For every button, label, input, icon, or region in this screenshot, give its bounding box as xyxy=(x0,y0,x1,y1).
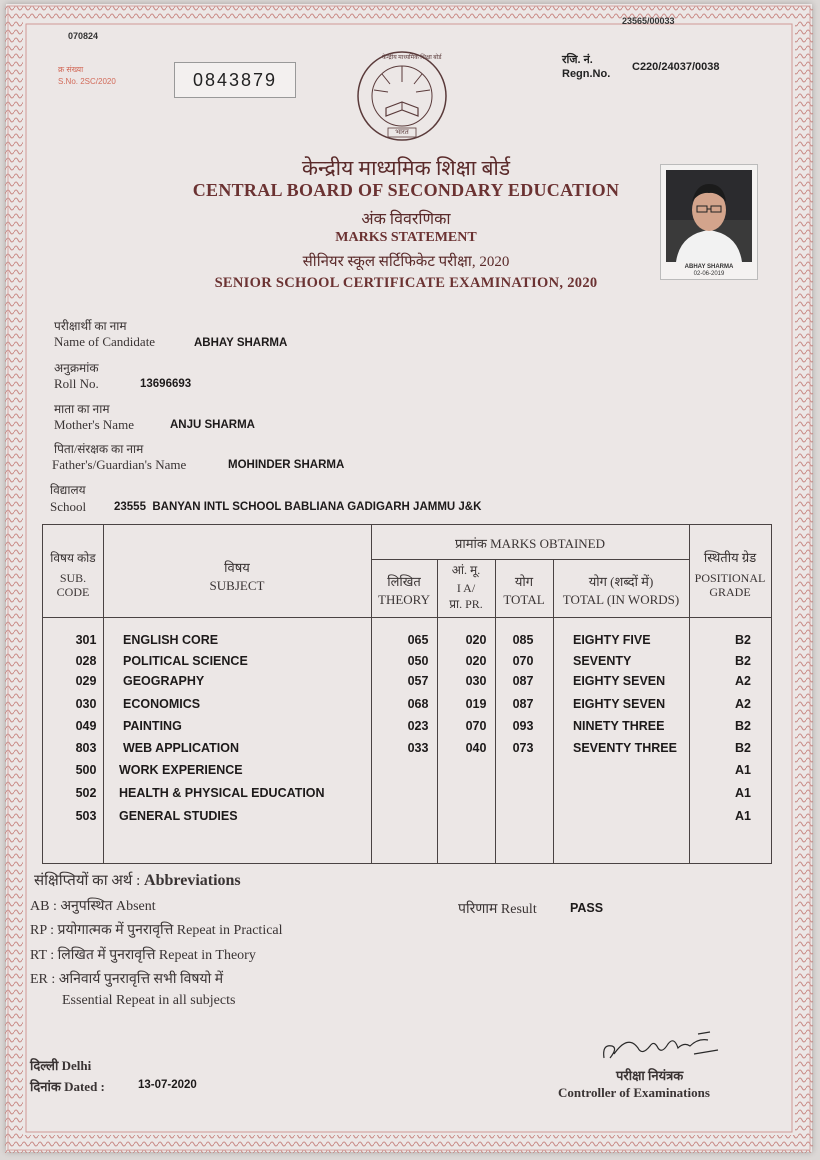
header-words-hindi: योग (शब्दों में) xyxy=(588,574,654,589)
father-label-hindi: पिता/संरक्षक का नाम xyxy=(54,442,144,456)
controller-title: Controller of Examinations xyxy=(558,1085,710,1100)
row-ia: 020 xyxy=(465,633,487,647)
school-label-hindi: विद्यालय xyxy=(50,483,86,497)
place: दिल्ली Delhi xyxy=(30,1058,92,1073)
header-words: TOTAL (IN WORDS) xyxy=(562,592,680,607)
roll-number: 13696693 xyxy=(140,378,192,390)
cbse-logo xyxy=(352,50,452,150)
table-row xyxy=(43,697,771,719)
table-row xyxy=(43,786,771,808)
row-subject: ECONOMICS xyxy=(123,697,201,711)
roll-label: Roll No. xyxy=(54,376,99,391)
logo-text-bottom: भारत xyxy=(395,128,409,136)
row-ia: 020 xyxy=(465,654,487,668)
header-ia: I A/ xyxy=(456,581,476,595)
row-code: 049 xyxy=(75,719,97,733)
board-title-hindi: केन्द्रीय माध्यमिक शिक्षा बोर्ड xyxy=(301,156,511,180)
row-theory: 033 xyxy=(407,741,429,755)
school-label: School xyxy=(50,499,87,514)
roll-label-hindi: अनुक्रमांक xyxy=(54,361,99,375)
row-ia: 030 xyxy=(465,674,487,688)
table-row xyxy=(43,809,771,831)
row-theory: 068 xyxy=(407,697,429,711)
row-theory: 065 xyxy=(407,633,429,647)
header-subject: SUBJECT xyxy=(209,578,265,593)
sr-no-label: क्र संख्या S.No. 2SC/2020 xyxy=(58,65,116,86)
row-grade: B2 xyxy=(735,719,751,733)
row-grade: A2 xyxy=(735,697,751,711)
photo-caption: ABHAY SHARMA xyxy=(684,264,734,270)
row-subject: HEALTH & PHYSICAL EDUCATION xyxy=(119,786,325,800)
father-label: Father's/Guardian's Name xyxy=(52,457,187,472)
row-subject: POLITICAL SCIENCE xyxy=(123,654,248,668)
logo-text-top: केन्द्रीय माध्यमिक शिक्षा बोर्ड xyxy=(382,55,442,61)
row-code: 502 xyxy=(75,786,97,800)
header-code: SUB. CODE xyxy=(56,571,90,599)
row-total: 093 xyxy=(512,719,534,733)
abbr-er: ER : अनिवार्य पुनरावृत्ति सभी विषयो में xyxy=(30,972,224,987)
photo-date: 02-06-2019 xyxy=(693,271,725,277)
row-words: SEVENTY THREE xyxy=(573,741,677,755)
regn-label-hi: रजि. नं. xyxy=(562,54,593,66)
row-code: 028 xyxy=(75,654,97,668)
dated-value: 13-07-2020 xyxy=(138,1079,197,1091)
row-subject: PAINTING xyxy=(123,719,182,733)
table-row xyxy=(43,654,771,676)
header-grade: POSITIONAL GRADE xyxy=(694,571,766,599)
regn-label-en: Regn.No. xyxy=(562,68,611,80)
board-title-english: CENTRAL BOARD OF SECONDARY EDUCATION xyxy=(192,180,620,200)
abbr-title-hindi: संक्षिप्तियों का अर्थ : xyxy=(34,873,141,889)
row-total: 087 xyxy=(512,674,534,688)
abbr-er-english: Essential Repeat in all subjects xyxy=(62,993,236,1008)
candidate-name: ABHAY SHARMA xyxy=(194,337,288,349)
candidate-photo-frame xyxy=(660,164,758,280)
row-code: 803 xyxy=(75,741,97,755)
abbr-rt: RT : लिखित में पुनरावृत्ति Repeat in Theory xyxy=(30,948,256,963)
header-pr: प्रा. PR. xyxy=(449,597,483,611)
controller-title-hindi: परीक्षा नियंत्रक xyxy=(616,1068,684,1083)
candidate-label-hindi: परीक्षार्थी का नाम xyxy=(54,319,127,333)
regn-no: C220/24037/0038 xyxy=(632,61,720,73)
header-subject-hindi: विषय xyxy=(224,560,250,575)
row-code: 030 xyxy=(75,697,97,711)
sr-no-value: 0843879 xyxy=(174,62,296,98)
table-row xyxy=(43,674,771,696)
row-code: 029 xyxy=(75,674,97,688)
row-subject: WEB APPLICATION xyxy=(123,741,239,755)
row-total: 087 xyxy=(512,697,534,711)
school-name: 23555 BANYAN INTL SCHOOL BABLIANA GADIGARH JAMMU J&K xyxy=(114,501,482,513)
header-ia-hindi: आं. मू. xyxy=(451,563,481,577)
exam-title-english: SENIOR SCHOOL CERTIFICATE EXAMINATION, 2020 xyxy=(214,275,598,291)
row-grade: A1 xyxy=(735,763,751,777)
row-ia: 040 xyxy=(465,741,487,755)
row-ia: 019 xyxy=(465,697,487,711)
row-subject: ENGLISH CORE xyxy=(123,633,219,647)
abbr-title xyxy=(34,870,241,890)
marks-statement-sheet xyxy=(6,4,812,1152)
row-subject: GEOGRAPHY xyxy=(123,674,205,688)
abbr-rp: RP : प्रयोगात्मक में पुनरावृत्ति Repeat in Practical xyxy=(30,923,283,938)
row-words: SEVENTY xyxy=(573,654,632,668)
abbr-ab: AB : अनुपस्थित Absent xyxy=(30,899,156,914)
candidate-label: Name of Candidate xyxy=(54,334,156,349)
exam-title-hindi: सीनियर स्कूल सर्टिफिकेट परीक्षा, 2020 xyxy=(302,254,510,270)
mother-label: Mother's Name xyxy=(54,417,134,432)
row-words: EIGHTY FIVE xyxy=(573,633,651,647)
father-name: MOHINDER SHARMA xyxy=(228,459,345,471)
result-value: PASS xyxy=(570,901,604,915)
row-theory: 050 xyxy=(407,654,429,668)
header-total: TOTAL xyxy=(503,592,545,607)
header-theory-hindi: लिखित xyxy=(387,574,421,589)
header-total-hindi: योग xyxy=(514,574,534,589)
row-grade: B2 xyxy=(735,741,751,755)
row-subject: GENERAL STUDIES xyxy=(119,809,238,823)
table-row xyxy=(43,719,771,741)
mother-name: ANJU SHARMA xyxy=(170,419,255,431)
header-grade-hindi: स्थितीय ग्रेड xyxy=(703,550,757,565)
mother-label-hindi: माता का नाम xyxy=(54,402,110,416)
dated-label: दिनांक Dated : xyxy=(30,1079,105,1094)
table-row xyxy=(43,633,771,655)
row-code: 500 xyxy=(75,763,97,777)
serial-top-right: 23565/00033 xyxy=(622,16,675,26)
row-code: 301 xyxy=(75,633,97,647)
serial-top-left: 070824 xyxy=(68,31,99,41)
row-words: EIGHTY SEVEN xyxy=(573,697,666,711)
header-theory: THEORY xyxy=(378,592,430,607)
row-total: 070 xyxy=(512,654,534,668)
row-grade: B2 xyxy=(735,654,751,668)
row-grade: A1 xyxy=(735,809,751,823)
row-words: NINETY THREE xyxy=(573,719,665,733)
row-ia: 070 xyxy=(465,719,487,733)
table-row xyxy=(43,741,771,763)
row-total: 073 xyxy=(512,741,534,755)
marks-table xyxy=(42,524,772,864)
result-label: परिणाम Result xyxy=(458,902,537,917)
statement-title-hindi: अंक विवरणिका xyxy=(361,211,451,228)
row-subject: WORK EXPERIENCE xyxy=(119,763,243,777)
controller-signature xyxy=(598,1024,728,1068)
row-grade: A1 xyxy=(735,786,751,800)
row-words: EIGHTY SEVEN xyxy=(573,674,666,688)
candidate-photo xyxy=(666,170,752,262)
statement-title-english: MARKS STATEMENT xyxy=(335,230,477,245)
row-code: 503 xyxy=(75,809,97,823)
abbr-title-english: Abbreviations xyxy=(144,872,241,889)
header-code-hindi: विषय कोड xyxy=(50,551,96,565)
row-grade: A2 xyxy=(735,674,751,688)
row-total: 085 xyxy=(512,633,534,647)
row-theory: 023 xyxy=(407,719,429,733)
table-row xyxy=(43,763,771,785)
row-grade: B2 xyxy=(735,633,751,647)
header-marks-obtained: प्रामांक MARKS OBTAINED xyxy=(454,536,606,551)
row-theory: 057 xyxy=(407,674,429,688)
